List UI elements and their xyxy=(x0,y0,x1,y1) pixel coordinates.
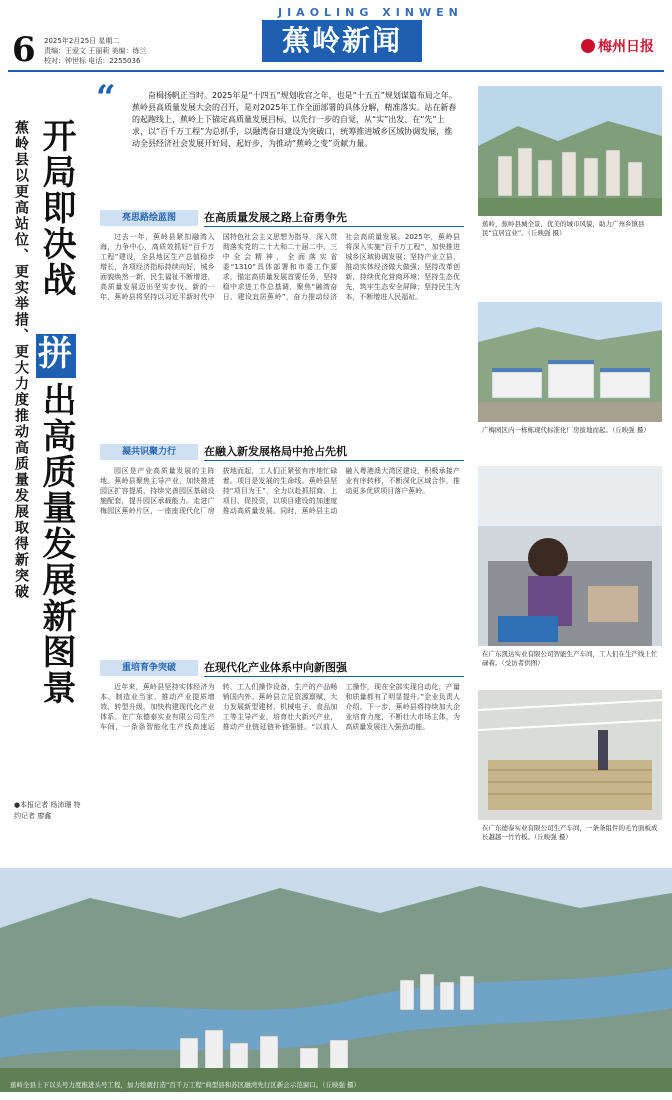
panorama-caption: 蕉岭全县上下以头号力度推进头号工程，加力绘就打造“百千万工程”典型县和苏区融湾先行区新会示范窗口。（丘映强 摄） xyxy=(10,1081,361,1089)
section-1-title: 在高质量发展之路上奋勇争先 xyxy=(204,210,464,227)
section-2-title: 在融入新发展格局中抢占先机 xyxy=(204,444,464,461)
page-number: 6 xyxy=(12,30,36,70)
header-rule xyxy=(8,70,664,72)
section-3-body: 近年来，蕉岭县坚持实体经济为本、制造业当家，推动产业提质增效、转型升级，加快构建现代化产业体系。在广东德泰实业有限公司生产车间，一条条智能化生产线高速运转，工人们操作设备，生产的产品畅销国内外。蕉岭县立足资源禀赋，大力发展新型建材、机械电子、食品加工等主导产业，培育壮大新兴产业，推动产业链延链补链强链。“以前人工操作，现在全部实现自动化，产量和质量都有了明显提升。”企业负责人介绍。下一步，蕉岭县将持续加大企业培育力度，不断壮大市场主体，为高质量发展注入强劲动能。 xyxy=(100,683,460,731)
photo-caption-1: 蕉岭，蕉岭县城全景，优美的城市风貌，助力广州乡镇县民“宜居宜业”。（丘映强 摄） xyxy=(482,220,645,237)
photo-caption-4: 在广东德泰实业有限公司生产车间，一条条组件的毛竹面板成长越越一竹竹板。（丘映强 摄） xyxy=(482,824,658,841)
headline-pin xyxy=(36,330,76,382)
logo-text: 梅州日报 xyxy=(598,39,654,55)
newspaper-logo xyxy=(581,36,654,56)
lead-paragraph: 奋楫扬帆正当时。2025年是“十四五”规划收官之年，也是“十五五”规划谋篇布局之年。蕉岭县高质量发展大会的召开，是对2025年工作全面部署的具体分解，精准落实。站在新春的起跑线上，蕉岭上下锚定高质量发展目标，以先行一步的自觉，从“实”出发、在“先”上求，以“百千万工程”为总抓手，以融湾奋日建设为突破口，统筹推进城乡区域协调发展，推动全县经济社会发展开好局、起好步，为推动“蕉岭之变”贡献力量。 xyxy=(132,91,457,148)
photo-caption-2: 广梅园区内一栋栋现代标准化厂房拔地而起。（丘映强 摄） xyxy=(482,426,650,434)
quote-mark-icon: “ xyxy=(96,78,116,118)
headline-part-b: 出高质量发展新图景 xyxy=(36,382,76,706)
logo-icon xyxy=(581,39,595,53)
section-1-body: 过去一年，蕉岭县紧扣融湾入海，力争中心，高质效抓好“百千万工程”建设，全县地区生产总值稳步增长，各项经济指标持续向好，城乡面貌焕然一新，民生福祉不断增进，高质量发展迈出坚实步伐。新的一年，蕉岭县将坚持以习近平新时代中国特色社会主义思想为指导，深入贯彻落实党的二十大和二十届二中、三中全会精神，全面落实省委“1310”具体部署和市委工作要求，锚定高质量发展首要任务，坚持稳中求进工作总基调，聚焦“融湾奋日、建设宜居蕉岭”，奋力推动经济社会高质量发展。2025年，蕉岭县将深入实施“百千万工程”，加快推进城乡区域协调发展；坚持产业立县，推动实体经济做大做强；坚持改革创新，持续优化营商环境；坚持生态优先，筑牢生态安全屏障；坚持民生为本，不断增进人民福祉。 xyxy=(100,233,460,301)
section-1-badge: 亮思路绘蓝图 xyxy=(100,210,198,226)
headline-part-a: 开局即决战 xyxy=(36,118,76,298)
page-header xyxy=(0,0,672,72)
date-line: 2025年2月25日 星期二 xyxy=(44,37,120,45)
byline: ●本报记者 杨沛珊 特约记者 廖鑫 xyxy=(14,801,81,820)
headline-subtitle: 蕉岭县以更高站位、更实举措、更大力度推动高质量发展取得新突破 xyxy=(13,120,29,600)
photo-factory-worker xyxy=(478,466,662,646)
photo-bamboo-workshop xyxy=(478,690,662,820)
section-3-badge: 重培育争突破 xyxy=(100,660,198,676)
section-2-badge: 凝共识聚力行 xyxy=(100,444,198,460)
editor-line: 责编：王爱文 王丽莉 美编：练兰 xyxy=(44,47,147,55)
proof-line: 校对：钟世标 电话：2255036 xyxy=(44,57,141,65)
photo-city-aerial xyxy=(478,86,662,216)
issue-meta xyxy=(44,36,146,66)
section-3-title: 在现代化产业体系中向新图强 xyxy=(204,660,464,677)
section-2-header xyxy=(100,444,464,460)
photo-industrial-park xyxy=(478,302,662,422)
photo-caption-3: 在广东凯达实业有限公司智能生产车间，工人们在生产线上忙碌着。（受访者供图） xyxy=(482,650,658,667)
section-2-body: 园区是产业高质量发展的主阵地。蕉岭县聚焦主导产业，加快推进园区扩容提质，持续完善园区基础设施配套，提升园区承载能力。走进广梅园区蕉岭片区，一座座现代化厂房拔地而起，工人们正紧张有序地忙碌着。项目是发展的生命线。蕉岭县坚持“项目为王”，全力以赴抓招商、上项目、促投资，以项目建设的加速度推动高质量发展。同时，蕉岭县主动融入粤港澳大湾区建设，积极承接产业有序转移，不断深化区域合作，推动更多优质项目落户蕉岭。 xyxy=(100,467,460,515)
photo-county-panorama xyxy=(0,868,672,1092)
section-masthead: 蕉岭新闻 xyxy=(262,20,422,62)
headline-highlight: 拼 xyxy=(36,334,76,378)
section-3-header xyxy=(100,660,464,676)
section-pinyin: JIAOLING XINWEN xyxy=(278,6,463,19)
section-1-header xyxy=(100,210,464,226)
